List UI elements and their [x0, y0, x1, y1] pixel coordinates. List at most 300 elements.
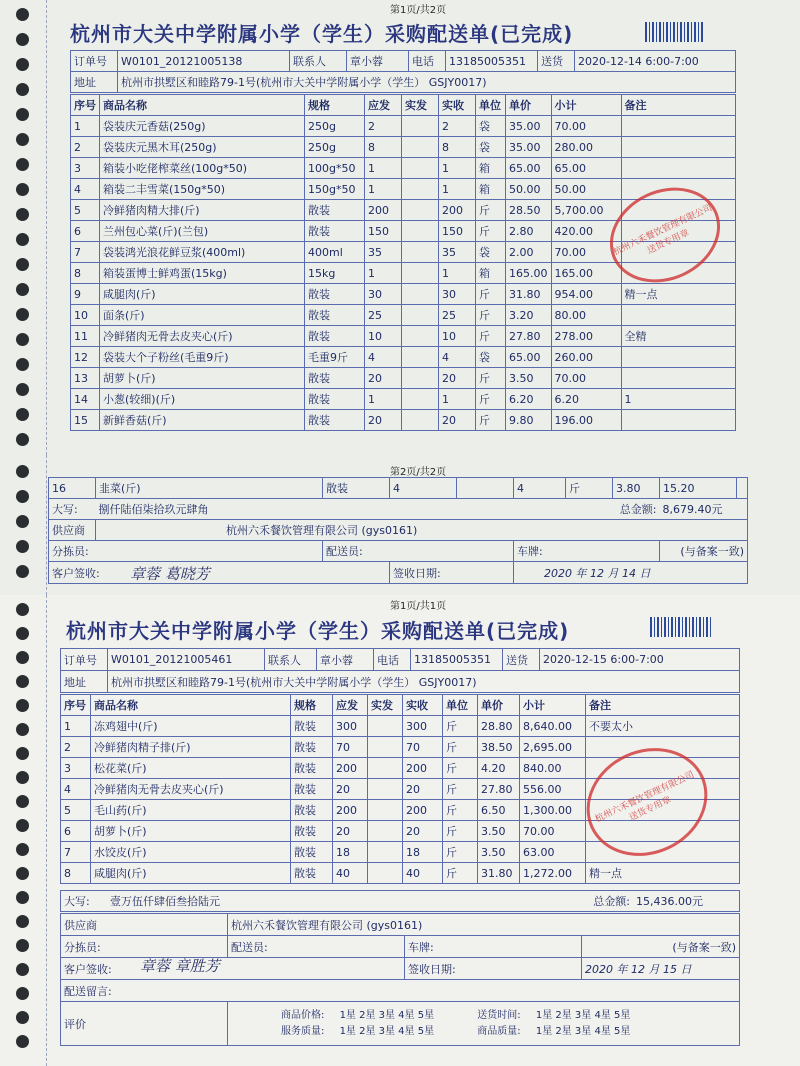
column-header: 备注	[621, 95, 736, 116]
feed-hole	[16, 208, 29, 221]
table-cell: 冻鸡翅中(斤)	[91, 716, 291, 737]
customer-signature: 章蓉 葛晓芳	[130, 565, 210, 583]
sign-date: 2020 年 12 月 15 日	[582, 958, 740, 980]
table-row	[71, 326, 736, 347]
table-cell	[621, 158, 736, 179]
table-cell: 200	[439, 200, 476, 221]
table-cell	[402, 263, 439, 284]
table-cell: 1	[365, 389, 402, 410]
table-cell: 3.50	[478, 842, 520, 863]
quality-stars[interactable]: 1星 2星 3星 4星 5星	[535, 1025, 631, 1037]
table-cell: 50.00	[506, 179, 552, 200]
table-cell	[402, 326, 439, 347]
table-cell: 35	[439, 242, 476, 263]
table-cell: 25	[365, 305, 402, 326]
table-cell: 袋装鸿光浪花鲜豆浆(400ml)	[100, 242, 305, 263]
column-header: 序号	[61, 695, 91, 716]
service-stars[interactable]: 1星 2星 3星 4星 5星	[339, 1025, 435, 1037]
table-row	[71, 305, 736, 326]
table-row	[71, 137, 736, 158]
table-cell	[368, 779, 403, 800]
table-cell: 散装	[291, 800, 333, 821]
message-label: 配送留言:	[61, 980, 740, 1002]
table-cell: 6.20	[506, 389, 552, 410]
table-cell: 38.50	[478, 737, 520, 758]
tractor-holes	[2, 455, 48, 595]
table-cell: 8,640.00	[520, 716, 586, 737]
feed-hole	[16, 108, 29, 121]
table-cell: 松花菜(斤)	[91, 758, 291, 779]
table-cell: 150	[439, 221, 476, 242]
table-cell: 165.00	[506, 263, 552, 284]
table-cell: 1,300.00	[520, 800, 586, 821]
table-cell: 斤	[443, 863, 478, 884]
form-title: 杭州市大关中学附属小学（学生）采购配送单(已完成)	[70, 22, 574, 46]
table-cell: 斤	[443, 779, 478, 800]
customer-signature: 章蓉 章胜芳	[140, 957, 220, 975]
table-cell: 袋装庆元香菇(250g)	[100, 116, 305, 137]
table-cell: 10	[71, 305, 100, 326]
table-cell: 70.00	[551, 368, 621, 389]
table-cell: 300	[333, 716, 368, 737]
table-cell: 150	[365, 221, 402, 242]
table-cell: 70	[333, 737, 368, 758]
column-header: 规格	[291, 695, 333, 716]
table-cell	[368, 800, 403, 821]
table-cell: 1	[439, 158, 476, 179]
delivery-label: 送货	[538, 51, 575, 72]
table-cell: 556.00	[520, 779, 586, 800]
contact: 章小蓉	[317, 649, 374, 671]
table-cell: 咸腿肉(斤)	[91, 863, 291, 884]
table-cell: 1	[61, 716, 91, 737]
table-cell: 2	[439, 116, 476, 137]
table-header-row	[61, 695, 740, 716]
table-cell: 斤	[476, 284, 506, 305]
feed-hole	[16, 867, 29, 880]
phone-label: 电话	[374, 649, 411, 671]
table-cell: 1	[439, 389, 476, 410]
feed-hole	[16, 358, 29, 371]
table-cell: 精一点	[621, 284, 736, 305]
feed-hole	[16, 565, 29, 578]
table-cell	[368, 758, 403, 779]
table-cell: 冷鲜猪肉无骨去皮夹心(斤)	[91, 779, 291, 800]
table-cell: 200	[333, 758, 368, 779]
table-cell: 5	[61, 800, 91, 821]
table-cell: 9.80	[506, 410, 552, 431]
table-cell: 7	[71, 242, 100, 263]
table-cell: 5,700.00	[551, 200, 621, 221]
table-cell: 1	[365, 158, 402, 179]
feed-hole	[16, 58, 29, 71]
price-stars[interactable]: 1星 2星 3星 4星 5星	[339, 1009, 435, 1021]
order-no-label: 订单号	[71, 51, 118, 72]
table-cell: 斤	[476, 368, 506, 389]
table-cell: 20	[333, 779, 368, 800]
column-header: 实收	[403, 695, 443, 716]
table-cell: 新鲜香菇(斤)	[100, 410, 305, 431]
feed-hole	[16, 771, 29, 784]
order-no: W0101_20121005461	[108, 649, 265, 671]
table-cell: 9	[71, 284, 100, 305]
table-cell: 14	[71, 389, 100, 410]
order-no: W0101_20121005138	[118, 51, 290, 72]
table-cell: 散装	[291, 737, 333, 758]
table-cell: 200	[365, 200, 402, 221]
feed-hole	[16, 183, 29, 196]
table-cell: 4	[390, 478, 457, 499]
column-header: 单价	[478, 695, 520, 716]
table-cell: 10	[365, 326, 402, 347]
feed-hole	[16, 819, 29, 832]
supplier: 杭州六禾餐饮管理有限公司 (gys0161)	[96, 520, 748, 541]
table-row	[71, 158, 736, 179]
table-cell: 150g*50	[305, 179, 365, 200]
supplier-label: 供应商	[61, 914, 228, 936]
table-cell: 250g	[305, 137, 365, 158]
table-cell: 50.00	[551, 179, 621, 200]
table-cell: 954.00	[551, 284, 621, 305]
supplier-table	[60, 913, 740, 1046]
table-cell: 散装	[305, 326, 365, 347]
table-cell: 冷鲜猪肉无骨去皮夹心(斤)	[100, 326, 305, 347]
table-cell: 6.20	[551, 389, 621, 410]
table-cell: 散装	[305, 221, 365, 242]
feed-hole	[16, 1011, 29, 1024]
feed-hole	[16, 158, 29, 171]
company-stamp: 杭州六禾餐饮管理有限公司 送货专用章	[594, 170, 735, 300]
feed-hole	[16, 540, 29, 553]
table-cell: 斤	[443, 716, 478, 737]
table-cell: 40	[403, 863, 443, 884]
sorter-label: 分拣员:	[61, 936, 228, 958]
sign-label: 客户签收:	[49, 562, 390, 584]
sign-date-label: 签收日期:	[405, 958, 582, 980]
order-info-table	[70, 50, 736, 93]
quality-label: 商品质量:	[477, 1025, 521, 1037]
table-cell: 袋	[476, 242, 506, 263]
feed-hole	[16, 795, 29, 808]
table-cell: 20	[403, 821, 443, 842]
feed-hole	[16, 987, 29, 1000]
table-cell	[402, 179, 439, 200]
company-stamp: 杭州六禾餐饮管理有限公司 送货专用章	[569, 729, 725, 876]
table-cell: 咸腿肉(斤)	[100, 284, 305, 305]
table-cell	[621, 410, 736, 431]
table-cell: 8	[365, 137, 402, 158]
table-cell: 7	[61, 842, 91, 863]
column-header: 单价	[506, 95, 552, 116]
table-cell: 420.00	[551, 221, 621, 242]
table-cell: 散装	[291, 779, 333, 800]
table-cell: 11	[71, 326, 100, 347]
table-cell: 斤	[476, 200, 506, 221]
table-cell: 6	[71, 221, 100, 242]
table-cell: 3	[61, 758, 91, 779]
service-label: 服务质量:	[281, 1025, 325, 1037]
delivery-label: 送货	[503, 649, 540, 671]
table-cell: 散装	[291, 842, 333, 863]
table-cell	[402, 368, 439, 389]
time-stars[interactable]: 1星 2星 3星 4星 5星	[535, 1009, 631, 1021]
total-label: 总金额:	[566, 499, 660, 520]
table-cell: 散装	[305, 200, 365, 221]
review-label: 评价	[61, 1002, 228, 1046]
table-cell: 18	[333, 842, 368, 863]
table-cell: 斤	[566, 478, 613, 499]
phone-label: 电话	[409, 51, 446, 72]
table-cell: 5	[71, 200, 100, 221]
table-cell: 3.50	[478, 821, 520, 842]
sign-label: 客户签收:	[61, 958, 405, 980]
form2-sheet	[0, 595, 800, 1066]
contact: 章小蓉	[347, 51, 409, 72]
table-cell: 2,695.00	[520, 737, 586, 758]
table-cell: 20	[439, 368, 476, 389]
table-header-row	[71, 95, 736, 116]
feed-hole	[16, 747, 29, 760]
table-cell	[621, 137, 736, 158]
table-cell: 8	[439, 137, 476, 158]
column-header: 应发	[333, 695, 368, 716]
table-cell: 4.20	[478, 758, 520, 779]
time-label: 送货时间:	[477, 1009, 521, 1021]
table-cell: 260.00	[551, 347, 621, 368]
contact-label: 联系人	[265, 649, 317, 671]
supplier: 杭州六禾餐饮管理有限公司 (gys0161)	[228, 914, 740, 936]
table-cell: 箱	[476, 158, 506, 179]
total-label: 总金额:	[567, 891, 633, 912]
column-header: 实发	[368, 695, 403, 716]
table-cell: 3.50	[506, 368, 552, 389]
table-cell: 2	[365, 116, 402, 137]
feed-hole	[16, 651, 29, 664]
page-number: 第2页/共2页	[390, 467, 447, 478]
table-cell: 18	[403, 842, 443, 863]
table-cell: 65.00	[506, 158, 552, 179]
table-cell: 袋装庆元黑木耳(250g)	[100, 137, 305, 158]
perforation	[46, 455, 47, 595]
table-cell: 20	[403, 779, 443, 800]
table-cell: 280.00	[551, 137, 621, 158]
table-cell: 1	[365, 179, 402, 200]
review-row	[231, 1008, 736, 1024]
summary-table	[60, 890, 740, 912]
column-header: 小计	[520, 695, 586, 716]
total-amount: 8,679.40元	[660, 499, 748, 520]
table-cell: 箱装小吃佬榨菜丝(100g*50)	[100, 158, 305, 179]
table-cell: 斤	[443, 821, 478, 842]
table-cell: 2	[61, 737, 91, 758]
feed-hole	[16, 465, 29, 478]
table-cell: 毛山药(斤)	[91, 800, 291, 821]
table-cell: 278.00	[551, 326, 621, 347]
table-cell	[402, 389, 439, 410]
column-header: 规格	[305, 95, 365, 116]
feed-hole	[16, 1035, 29, 1048]
table-cell: 250g	[305, 116, 365, 137]
table-cell: 散装	[291, 821, 333, 842]
tractor-holes	[2, 595, 48, 1066]
table-cell: 12	[71, 347, 100, 368]
table-cell: 3	[71, 158, 100, 179]
amount-in-words: 壹万伍仟肆佰叁拾陆元	[107, 891, 567, 912]
table-row	[71, 116, 736, 137]
table-cell	[402, 410, 439, 431]
feed-hole	[16, 699, 29, 712]
table-cell: 8	[71, 263, 100, 284]
daxie-label: 大写:	[61, 891, 108, 912]
phone: 13185005351	[411, 649, 503, 671]
table-cell: 散装	[291, 716, 333, 737]
address-label: 地址	[71, 72, 118, 93]
table-cell: 散装	[305, 284, 365, 305]
column-header: 单位	[443, 695, 478, 716]
table-row	[71, 368, 736, 389]
table-cell	[368, 821, 403, 842]
table-cell: 箱	[476, 263, 506, 284]
table-cell: 精一点	[586, 863, 740, 884]
table-cell: 200	[403, 758, 443, 779]
table-cell: 毛重9斤	[305, 347, 365, 368]
table-cell: 200	[403, 800, 443, 821]
table-cell: 散装	[305, 410, 365, 431]
table-cell	[368, 863, 403, 884]
barcode	[645, 22, 705, 42]
form1-sheet	[0, 0, 800, 455]
feed-hole	[16, 283, 29, 296]
supplier-label: 供应商	[49, 520, 96, 541]
phone: 13185005351	[446, 51, 538, 72]
table-cell	[457, 478, 514, 499]
feed-hole	[16, 408, 29, 421]
table-cell	[402, 305, 439, 326]
table-cell: 1	[621, 389, 736, 410]
table-cell: 小葱(较细)(斤)	[100, 389, 305, 410]
table-cell: 4	[514, 478, 566, 499]
table-row	[71, 389, 736, 410]
feed-hole	[16, 891, 29, 904]
feed-hole	[16, 433, 29, 446]
feed-hole	[16, 939, 29, 952]
table-cell	[368, 716, 403, 737]
delivery-time: 2020-12-15 6:00-7:00	[540, 649, 740, 671]
table-cell: 斤	[476, 410, 506, 431]
table-cell: 3.80	[613, 478, 660, 499]
table-cell: 散装	[291, 758, 333, 779]
table-cell	[402, 242, 439, 263]
table-cell: 散装	[305, 305, 365, 326]
feed-hole	[16, 308, 29, 321]
courier-label: 配送员:	[323, 541, 514, 562]
table-cell: 散装	[323, 478, 390, 499]
table-cell: 袋	[476, 137, 506, 158]
table-cell: 斤	[443, 758, 478, 779]
table-cell: 散装	[305, 389, 365, 410]
table-cell	[737, 478, 748, 499]
table-cell: 31.80	[506, 284, 552, 305]
table-cell	[621, 305, 736, 326]
order-info-table	[60, 648, 740, 693]
table-cell: 袋	[476, 116, 506, 137]
address: 杭州市拱墅区和睦路79-1号(杭州市大关中学附属小学（学生） GSJY0017)	[118, 72, 736, 93]
total-amount: 15,436.00元	[633, 891, 740, 912]
table-cell: 袋	[476, 347, 506, 368]
table-cell: 20	[439, 410, 476, 431]
table-cell: 4	[61, 779, 91, 800]
table-cell: 35.00	[506, 137, 552, 158]
table-cell: 27.80	[506, 326, 552, 347]
table-cell: 散装	[305, 368, 365, 389]
daxie-label: 大写:	[49, 499, 96, 520]
feed-hole	[16, 843, 29, 856]
plate-label: 车牌:	[405, 936, 582, 958]
sorter-label: 分拣员:	[49, 541, 323, 562]
column-header: 序号	[71, 95, 100, 116]
table-cell: 面条(斤)	[100, 305, 305, 326]
table-cell: 兰州包心菜(斤)(兰包)	[100, 221, 305, 242]
table-cell: 15.20	[660, 478, 737, 499]
column-header: 单位	[476, 95, 506, 116]
table-cell: 斤	[476, 221, 506, 242]
feed-hole	[16, 383, 29, 396]
table-row	[71, 284, 736, 305]
table-cell: 2.80	[506, 221, 552, 242]
feed-hole	[16, 8, 29, 21]
table-cell	[402, 284, 439, 305]
table-cell: 196.00	[551, 410, 621, 431]
table-cell	[402, 116, 439, 137]
table-cell: 25	[439, 305, 476, 326]
column-header: 备注	[586, 695, 740, 716]
feed-hole	[16, 233, 29, 246]
table-cell: 1,272.00	[520, 863, 586, 884]
table-cell: 20	[333, 821, 368, 842]
sign-date-label: 签收日期:	[390, 562, 514, 584]
table-cell: 1	[439, 263, 476, 284]
table-cell: 8	[61, 863, 91, 884]
feed-hole	[16, 333, 29, 346]
perforation	[46, 595, 47, 1066]
table-cell: 63.00	[520, 842, 586, 863]
table-cell: 冷鲜猪肉精子排(斤)	[91, 737, 291, 758]
table-cell: 胡萝卜(斤)	[100, 368, 305, 389]
table-cell	[402, 158, 439, 179]
table-cell: 2.00	[506, 242, 552, 263]
table-cell: 70	[403, 737, 443, 758]
table-cell: 4	[365, 347, 402, 368]
plate-label: 车牌:	[514, 541, 660, 562]
feed-hole	[16, 33, 29, 46]
table-cell	[621, 116, 736, 137]
table-cell: 斤	[476, 305, 506, 326]
table-cell: 20	[365, 368, 402, 389]
table-cell: 10	[439, 326, 476, 347]
table-cell	[402, 347, 439, 368]
table-cell: 箱装蛋博士鲜鸡蛋(15kg)	[100, 263, 305, 284]
address-label: 地址	[61, 671, 108, 693]
table-row	[61, 863, 740, 884]
table-cell: 165.00	[551, 263, 621, 284]
table-cell	[621, 368, 736, 389]
table-row	[71, 347, 736, 368]
table-cell: 28.80	[478, 716, 520, 737]
price-label: 商品价格:	[281, 1009, 325, 1021]
sign-date: 2020 年 12 月 14 日	[514, 562, 748, 584]
table-cell: 胡萝卜(斤)	[91, 821, 291, 842]
table-cell: 箱	[476, 179, 506, 200]
